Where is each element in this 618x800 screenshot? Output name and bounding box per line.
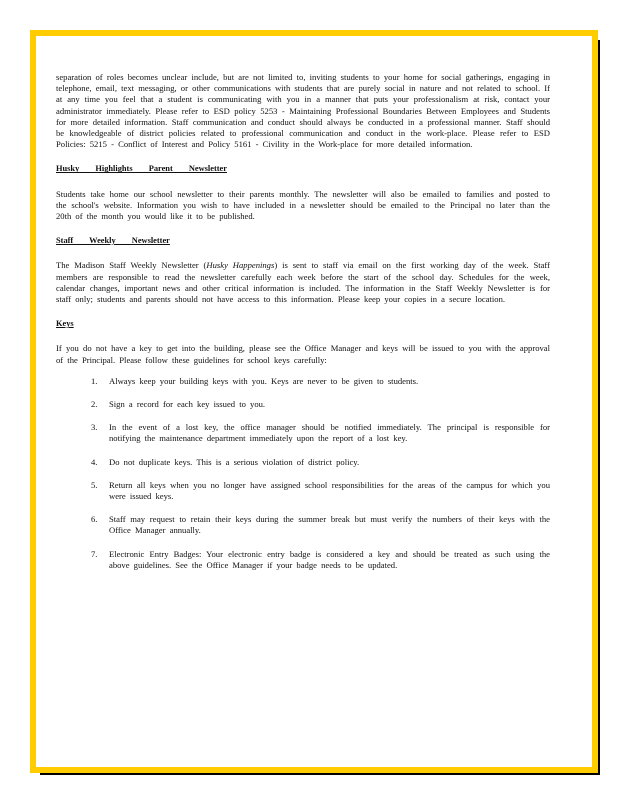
list-item-number: 2. <box>91 399 98 410</box>
list-item-text: Do not duplicate keys. This is a serious violation of district policy. <box>109 456 360 467</box>
list-item-text: Always keep your building keys with you. Keys are never to be given to students. <box>109 375 419 386</box>
staff-newsletter-body <box>56 260 550 305</box>
list-item <box>91 548 550 571</box>
list-item <box>91 456 550 468</box>
list-item <box>91 422 550 444</box>
list-item-text: Staff may request to retain their keys during the summer break but must verify the numbers of their keys with the Office Manager annually. <box>109 514 550 536</box>
keys-rules-list <box>56 376 550 571</box>
list-item-text: Return all keys when you no longer have assigned school responsibilities for the areas of the campus for which you were issued keys. <box>109 479 550 502</box>
list-item-text: Electronic Entry Badges: Your electronic entry badge is considered a key and should be treated as such using the above guidelines. See the Office Manager if your badge needs to be updated. <box>109 548 550 570</box>
intro-paragraph: separation of roles becomes unclear include, but are not limited to, inviting students to your home for social gatherings, engaging in telephone, email, text messaging, or other communications with students that are purely social in nature and not related to school. If at any time you feel that a student is communicating with you in a manner that puts your professionalism at risk, contact your administrator immediately. Please refer to ESD policy 5253 - Maintaining Professional Boundaries Between Employees and Students for more detailed information. Staff communication and conduct should always be conducted in a professional manner. Staff should be knowledgeable of district policies related to professional communication and conduct in the work-place. Please refer to ESD Policies: 5215 - Conflict of Interest and Policy 5161 - Civility in the Work-place for more detailed information. <box>56 72 550 150</box>
list-item-number: 6. <box>91 514 98 525</box>
staff-newsletter-body-start: The Madison Staff Weekly Newsletter ( <box>56 260 207 271</box>
list-item-number: 4. <box>91 456 98 467</box>
list-item-number: 7. <box>91 548 98 559</box>
newsletter-heading: Husky Highlights Parent Newsletter <box>56 164 227 174</box>
staff-newsletter-heading: Staff Weekly Newsletter <box>56 236 170 246</box>
staff-newsletter-title: Husky Happenings <box>206 260 275 271</box>
keys-heading: Keys <box>56 319 74 329</box>
document-page <box>30 30 598 773</box>
list-item-number: 5. <box>91 479 98 490</box>
staff-newsletter-body-end: ) is sent to staff via email on the first working day of the week. Staff members are responsible to read the newsletter carefully each week before the start of the school day. Schedules for the week, calendar changes, important news and other critical information is included. The information in the Staff Weekly Newsletter is for staff only; students and parents should not have access to this information. Please keep your copies in a secure location. <box>56 260 550 305</box>
keys-intro: If you do not have a key to get into the building, please see the Office Manager and keys will be issued to you with the approval of the Principal. Please follow these guidelines for school keys carefully: <box>56 343 550 365</box>
document-content <box>56 72 550 583</box>
list-item <box>91 375 550 387</box>
list-item-text: Sign a record for each key issued to you. <box>109 399 266 410</box>
newsletter-body: Students take home our school newsletter to their parents monthly. The newsletter will also be emailed to families and posted to the school's website. Information you wish to have included in a newsletter should be emailed to the Principal no later than the 20th of the month you would like it to be published. <box>56 188 550 222</box>
list-item-number: 1. <box>91 375 98 386</box>
list-item-text: In the event of a lost key, the office manager should be notified immediately. The principal is responsible for notifying the maintenance department immediately upon the report of a lost key. <box>109 422 550 444</box>
list-item <box>91 399 550 410</box>
list-item <box>91 514 550 536</box>
list-item-number: 3. <box>91 422 98 433</box>
list-item <box>91 479 550 502</box>
